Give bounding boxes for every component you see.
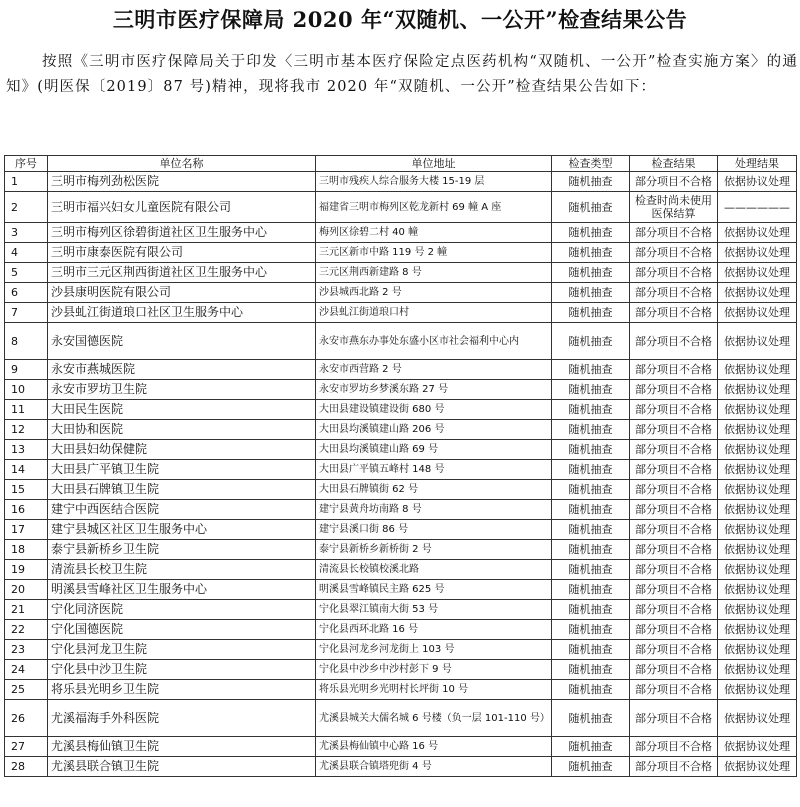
- page-title: 三明市医疗保障局 2020 年“双随机、一公开”检查结果公告: [112, 7, 688, 32]
- table-row: [5, 440, 797, 460]
- row-number: 7: [5, 303, 48, 323]
- inspection-type: 随机抽查: [552, 737, 630, 757]
- handling-result: 依据协议处理: [718, 400, 797, 420]
- table-row: [5, 192, 797, 223]
- unit-address: 永安市罗坊乡梦溪东路 27 号: [316, 380, 552, 400]
- unit-name: 清流县长校卫生院: [48, 560, 316, 580]
- table-row: [5, 757, 797, 777]
- inspection-type: 随机抽查: [552, 640, 630, 660]
- row-number: 11: [5, 400, 48, 420]
- table-row: [5, 620, 797, 640]
- handling-result: 依据协议处理: [718, 580, 797, 600]
- table-row: [5, 680, 797, 700]
- unit-address: 尤溪县梅仙镇中心路 16 号: [316, 737, 552, 757]
- header-name: 单位名称: [48, 156, 316, 172]
- unit-name: 三明市梅列劲松医院: [48, 172, 316, 192]
- inspection-result: 部分项目不合格: [630, 172, 718, 192]
- unit-address: 明溪县雪峰镇民主路 625 号: [316, 580, 552, 600]
- unit-address: 泰宁县新桥乡新桥街 2 号: [316, 540, 552, 560]
- inspection-result: 部分项目不合格: [630, 737, 718, 757]
- handling-result: 依据协议处理: [718, 440, 797, 460]
- unit-address: 尤溪县城关大儒名城 6 号楼（负一层 101-110 号）: [316, 700, 552, 737]
- inspection-type: 随机抽查: [552, 243, 630, 263]
- table-row: [5, 323, 797, 360]
- inspection-result: 检查时尚未使用医保结算: [630, 192, 718, 223]
- inspection-type: 随机抽查: [552, 360, 630, 380]
- row-number: 15: [5, 480, 48, 500]
- inspection-result: 部分项目不合格: [630, 757, 718, 777]
- unit-name: 尤溪县联合镇卫生院: [48, 757, 316, 777]
- table-row: [5, 223, 797, 243]
- header-type: 检查类型: [552, 156, 630, 172]
- inspection-type: 随机抽查: [552, 323, 630, 360]
- row-number: 22: [5, 620, 48, 640]
- inspection-result: 部分项目不合格: [630, 303, 718, 323]
- handling-result: 依据协议处理: [718, 620, 797, 640]
- row-number: 12: [5, 420, 48, 440]
- inspection-result: 部分项目不合格: [630, 580, 718, 600]
- inspection-results-table: [4, 155, 797, 777]
- handling-result: 依据协议处理: [718, 500, 797, 520]
- unit-address: 大田县建设镇建设街 680 号: [316, 400, 552, 420]
- inspection-type: 随机抽查: [552, 460, 630, 480]
- handling-result: 依据协议处理: [718, 420, 797, 440]
- inspection-type: 随机抽查: [552, 680, 630, 700]
- handling-result: 依据协议处理: [718, 263, 797, 283]
- unit-address: 梅列区徐碧二村 40 幢: [316, 223, 552, 243]
- table-row: [5, 500, 797, 520]
- row-number: 13: [5, 440, 48, 460]
- row-number: 2: [5, 192, 48, 223]
- inspection-type: 随机抽查: [552, 303, 630, 323]
- unit-address: 沙县虬江街道琅口村: [316, 303, 552, 323]
- inspection-result: 部分项目不合格: [630, 283, 718, 303]
- handling-result: 依据协议处理: [718, 223, 797, 243]
- inspection-result: 部分项目不合格: [630, 420, 718, 440]
- inspection-result: 部分项目不合格: [630, 600, 718, 620]
- table-row: [5, 600, 797, 620]
- row-number: 1: [5, 172, 48, 192]
- inspection-type: 随机抽查: [552, 560, 630, 580]
- row-number: 17: [5, 520, 48, 540]
- inspection-type: 随机抽查: [552, 172, 630, 192]
- row-number: 10: [5, 380, 48, 400]
- inspection-type: 随机抽查: [552, 480, 630, 500]
- unit-address: 大田县广平镇五峰村 148 号: [316, 460, 552, 480]
- table-row: [5, 380, 797, 400]
- unit-name: 宁化国德医院: [48, 620, 316, 640]
- inspection-result: 部分项目不合格: [630, 480, 718, 500]
- inspection-result: 部分项目不合格: [630, 400, 718, 420]
- handling-result: 依据协议处理: [718, 757, 797, 777]
- handling-result: 依据协议处理: [718, 360, 797, 380]
- table-row: [5, 640, 797, 660]
- unit-name: 永安国德医院: [48, 323, 316, 360]
- unit-name: 大田民生医院: [48, 400, 316, 420]
- row-number: 5: [5, 263, 48, 283]
- unit-address: 大田县均溪镇建山路 206 号: [316, 420, 552, 440]
- handling-result: 依据协议处理: [718, 680, 797, 700]
- header-address: 单位地址: [316, 156, 552, 172]
- row-number: 6: [5, 283, 48, 303]
- inspection-type: 随机抽查: [552, 520, 630, 540]
- unit-address: 三元区新市中路 119 号 2 幢: [316, 243, 552, 263]
- inspection-type: 随机抽查: [552, 757, 630, 777]
- inspection-result: 部分项目不合格: [630, 263, 718, 283]
- unit-address: 沙县城西北路 2 号: [316, 283, 552, 303]
- handling-result: 依据协议处理: [718, 600, 797, 620]
- row-number: 21: [5, 600, 48, 620]
- inspection-type: 随机抽查: [552, 440, 630, 460]
- inspection-type: 随机抽查: [552, 700, 630, 737]
- unit-name: 沙县虬江街道琅口社区卫生服务中心: [48, 303, 316, 323]
- table-row: [5, 263, 797, 283]
- inspection-type: 随机抽查: [552, 660, 630, 680]
- handling-result: 依据协议处理: [718, 560, 797, 580]
- unit-name: 建宁县城区社区卫生服务中心: [48, 520, 316, 540]
- unit-name: 宁化县河龙卫生院: [48, 640, 316, 660]
- inspection-type: 随机抽查: [552, 420, 630, 440]
- table-row: [5, 560, 797, 580]
- table-header-row: [5, 156, 797, 172]
- unit-address: 宁化县翠江镇南大街 53 号: [316, 600, 552, 620]
- handling-result: 依据协议处理: [718, 640, 797, 660]
- inspection-result: 部分项目不合格: [630, 660, 718, 680]
- inspection-type: 随机抽查: [552, 223, 630, 243]
- unit-address: 三元区荆西新建路 8 号: [316, 263, 552, 283]
- row-number: 8: [5, 323, 48, 360]
- unit-address: 永安市燕东办事处东盛小区市社会福利中心内: [316, 323, 552, 360]
- row-number: 20: [5, 580, 48, 600]
- inspection-result: 部分项目不合格: [630, 223, 718, 243]
- handling-result: 依据协议处理: [718, 520, 797, 540]
- inspection-type: 随机抽查: [552, 263, 630, 283]
- handling-result: 依据协议处理: [718, 303, 797, 323]
- handling-result: 依据协议处理: [718, 172, 797, 192]
- unit-name: 永安市燕城医院: [48, 360, 316, 380]
- unit-name: 泰宁县新桥乡卫生院: [48, 540, 316, 560]
- row-number: 14: [5, 460, 48, 480]
- handling-result: 依据协议处理: [718, 243, 797, 263]
- handling-result: 依据协议处理: [718, 480, 797, 500]
- unit-name: 大田协和医院: [48, 420, 316, 440]
- unit-name: 尤溪福海手外科医院: [48, 700, 316, 737]
- header-result: 检查结果: [630, 156, 718, 172]
- table-row: [5, 420, 797, 440]
- table-row: [5, 700, 797, 737]
- inspection-result: 部分项目不合格: [630, 540, 718, 560]
- row-number: 9: [5, 360, 48, 380]
- inspection-result: 部分项目不合格: [630, 360, 718, 380]
- unit-address: 大田县石牌镇街 62 号: [316, 480, 552, 500]
- handling-result: 依据协议处理: [718, 700, 797, 737]
- inspection-result: 部分项目不合格: [630, 500, 718, 520]
- row-number: 19: [5, 560, 48, 580]
- inspection-result: 部分项目不合格: [630, 700, 718, 737]
- unit-name: 宁化同济医院: [48, 600, 316, 620]
- inspection-type: 随机抽查: [552, 380, 630, 400]
- table-row: [5, 480, 797, 500]
- unit-address: 尤溪县联合镇塔兜街 4 号: [316, 757, 552, 777]
- table-row: [5, 303, 797, 323]
- unit-address: 建宁县黄舟坊南路 8 号: [316, 500, 552, 520]
- unit-name: 沙县康明医院有限公司: [48, 283, 316, 303]
- table-row: [5, 400, 797, 420]
- row-number: 18: [5, 540, 48, 560]
- row-number: 28: [5, 757, 48, 777]
- inspection-type: 随机抽查: [552, 192, 630, 223]
- row-number: 25: [5, 680, 48, 700]
- unit-name: 永安市罗坊卫生院: [48, 380, 316, 400]
- unit-name: 三明市福兴妇女儿童医院有限公司: [48, 192, 316, 223]
- inspection-result: 部分项目不合格: [630, 520, 718, 540]
- inspection-type: 随机抽查: [552, 580, 630, 600]
- table-row: [5, 580, 797, 600]
- handling-result: 依据协议处理: [718, 323, 797, 360]
- unit-address: 宁化县中沙乡中沙村彭下 9 号: [316, 660, 552, 680]
- inspection-type: 随机抽查: [552, 283, 630, 303]
- handling-result: 依据协议处理: [718, 737, 797, 757]
- row-number: 23: [5, 640, 48, 660]
- inspection-type: 随机抽查: [552, 500, 630, 520]
- unit-address: 清流县长校镇校溪北路: [316, 560, 552, 580]
- inspection-result: 部分项目不合格: [630, 680, 718, 700]
- inspection-result: 部分项目不合格: [630, 560, 718, 580]
- unit-address: 永安市西营路 2 号: [316, 360, 552, 380]
- unit-name: 大田县妇幼保健院: [48, 440, 316, 460]
- unit-name: 三明市康泰医院有限公司: [48, 243, 316, 263]
- table-row: [5, 360, 797, 380]
- unit-name: 尤溪县梅仙镇卫生院: [48, 737, 316, 757]
- handling-result: 依据协议处理: [718, 540, 797, 560]
- inspection-type: 随机抽查: [552, 540, 630, 560]
- inspection-result: 部分项目不合格: [630, 640, 718, 660]
- inspection-result: 部分项目不合格: [630, 380, 718, 400]
- unit-name: 建宁中西医结合医院: [48, 500, 316, 520]
- table-row: [5, 660, 797, 680]
- intro-paragraph: 按照《三明市医疗保障局关于印发〈三明市基本医疗保险定点医药机构“双随机、一公开”检查实施方案〉的通知》(明医保〔2019〕87 号)精神，现将我市 2020 年“双随机、一公开”检查结果公告如下：: [6, 54, 798, 95]
- unit-name: 三明市三元区荆西街道社区卫生服务中心: [48, 263, 316, 283]
- handling-result: 依据协议处理: [718, 660, 797, 680]
- table-row: [5, 737, 797, 757]
- row-number: 4: [5, 243, 48, 263]
- unit-address: 宁化县西环北路 16 号: [316, 620, 552, 640]
- unit-address: 大田县均溪镇建山路 69 号: [316, 440, 552, 460]
- inspection-type: 随机抽查: [552, 600, 630, 620]
- inspection-type: 随机抽查: [552, 400, 630, 420]
- unit-name: 三明市梅列区徐碧街道社区卫生服务中心: [48, 223, 316, 243]
- unit-name: 明溪县雪峰社区卫生服务中心: [48, 580, 316, 600]
- table-row: [5, 283, 797, 303]
- unit-address: 福建省三明市梅列区乾龙新村 69 幢 A 座: [316, 192, 552, 223]
- inspection-result: 部分项目不合格: [630, 460, 718, 480]
- unit-name: 大田县广平镇卫生院: [48, 460, 316, 480]
- table-row: [5, 460, 797, 480]
- inspection-result: 部分项目不合格: [630, 440, 718, 460]
- unit-name: 将乐县光明乡卫生院: [48, 680, 316, 700]
- table-row: [5, 540, 797, 560]
- inspection-result: 部分项目不合格: [630, 323, 718, 360]
- handling-result: ——————: [718, 192, 797, 223]
- table-row: [5, 172, 797, 192]
- handling-result: 依据协议处理: [718, 283, 797, 303]
- unit-address: 宁化县河龙乡河龙街上 103 号: [316, 640, 552, 660]
- handling-result: 依据协议处理: [718, 380, 797, 400]
- inspection-result: 部分项目不合格: [630, 243, 718, 263]
- table-row: [5, 243, 797, 263]
- unit-name: 大田县石牌镇卫生院: [48, 480, 316, 500]
- row-number: 16: [5, 500, 48, 520]
- row-number: 26: [5, 700, 48, 737]
- inspection-type: 随机抽查: [552, 620, 630, 640]
- header-no: 序号: [5, 156, 48, 172]
- unit-name: 宁化县中沙卫生院: [48, 660, 316, 680]
- unit-address: 建宁县溪口街 86 号: [316, 520, 552, 540]
- header-handling: 处理结果: [718, 156, 797, 172]
- inspection-result: 部分项目不合格: [630, 620, 718, 640]
- unit-address: 将乐县光明乡光明村长坪街 10 号: [316, 680, 552, 700]
- row-number: 27: [5, 737, 48, 757]
- row-number: 3: [5, 223, 48, 243]
- unit-address: 三明市残疾人综合服务大楼 15-19 层: [316, 172, 552, 192]
- row-number: 24: [5, 660, 48, 680]
- table-row: [5, 520, 797, 540]
- handling-result: 依据协议处理: [718, 460, 797, 480]
